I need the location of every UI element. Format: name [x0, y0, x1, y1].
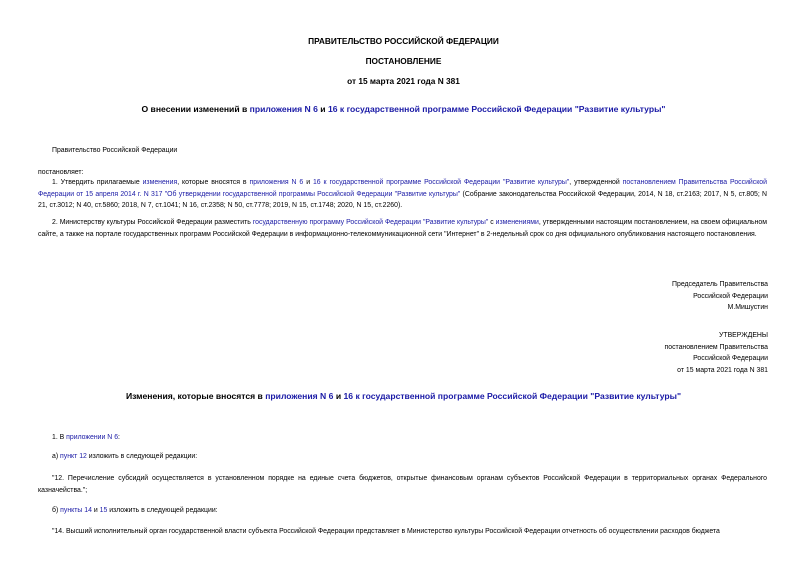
title-text-1: О внесении изменений в [141, 104, 250, 114]
change-item-b-and: и [91, 507, 100, 514]
change-item-a [52, 451, 197, 463]
paragraph-2 [38, 217, 767, 240]
document-type: ПОСТАНОВЛЕНИЕ [365, 56, 442, 66]
paragraph-1-text-a: 1. Утвердить прилагаемые [52, 179, 143, 186]
link-point-15[interactable]: 15 [99, 507, 108, 514]
changes-title-link-appendix-6[interactable]: приложения N 6 [265, 391, 334, 401]
signature-org: Российской Федерации [693, 292, 768, 300]
link-appendix-16[interactable]: 16 к государственной программе Российской Федерации "Развитие культуры" [312, 179, 570, 186]
decrees-line: постановляет: [38, 169, 84, 176]
link-point-14[interactable]: пункты 14 [60, 507, 92, 514]
paragraph-2-text-c: , утвержденными настоящим постановлением, на своем официальном сайте, а также на портале государственных программ Российской Федерации в информационно-телекоммуникационной сети "Интернет" в 2-недельный срок со дня официального опубликования настоящего постановления. [38, 219, 767, 238]
changes-title [0, 391, 807, 403]
changes-title-text-1: Изменения, которые вносятся в [125, 391, 266, 401]
government-header: ПРАВИТЕЛЬСТВО РОССИЙСКОЙ ФЕДЕРАЦИИ [308, 36, 499, 46]
approved-block [665, 330, 769, 376]
paragraph-1-text-c: и [303, 179, 313, 186]
link-changes-2[interactable]: изменениями [495, 219, 539, 226]
approved-by: постановлением Правительства [664, 343, 768, 351]
link-appendix-6-changes[interactable]: приложении N 6 [66, 434, 119, 441]
change-item-1-text-a: 1. В [52, 434, 67, 441]
link-resolution-317[interactable]: постановлением Правительства Российской Федерации от 15 апреля 2014 г. N 317 "Об утверждении государственной программы Российской Федерации "Развитие культуры" [38, 179, 767, 198]
signature-block [672, 279, 768, 314]
paragraph-1 [38, 177, 767, 212]
change-item-1-text-b: : [118, 434, 120, 441]
title-text-2: и [317, 104, 328, 114]
changes-title-text-2: и [333, 391, 344, 401]
change-item-b [52, 505, 218, 517]
title-link-appendix-16[interactable]: 16 к государственной программе Российской Федерации "Развитие культуры" [327, 104, 666, 114]
approved-label: УТВЕРЖДЕНЫ [719, 332, 768, 339]
government-line: Правительство Российской Федерации [52, 147, 178, 154]
document-title [0, 104, 807, 116]
change-item-a-text: изложить в следующей редакции: [86, 453, 198, 460]
paragraph-2-text-a: 2. Министерству культуры Российской Федерации разместить [52, 219, 253, 226]
change-item-1 [52, 432, 120, 444]
link-changes[interactable]: изменения [142, 179, 178, 186]
title-link-appendix-6[interactable]: приложения N 6 [249, 104, 318, 114]
quote-point-14: "14. Высший исполнительный орган государственной власти субъекта Российской Федерации представляет в Министерство культуры Российской Федерации отчетность об осуществлении расходов бюджета [52, 528, 720, 535]
change-item-a-prefix: а) [52, 453, 61, 460]
change-item-b-prefix: б) [52, 507, 61, 514]
approved-date: от 15 марта 2021 года N 381 [677, 366, 768, 374]
link-appendix-6[interactable]: приложения N 6 [249, 179, 304, 186]
paragraph-1-text-e: (Собрание законодательства Российской Федерации, 2014, N 18, ст.2163; 2017, N 5, ст.805; N 21, ст.3012; N 40, ст.5860; 2018, N 7, ст.1041; N 16, ст.2358; N 50, ст.7778; 2019, N 15, ст.1748; 2020, N 15, ст.2260). [38, 190, 768, 210]
changes-title-link-appendix-16[interactable]: 16 к государственной программе Российской Федерации "Развитие культуры" [343, 391, 682, 401]
quote-point-12: "12. Перечисление субсидий осуществляется в установленном порядке на единые счета бюджетов, открытые финансовым органам субъектов Российской Федерации в территориальных органах Федерального казначейства."; [38, 475, 767, 494]
paragraph-1-text-d: , утвержденной [569, 179, 623, 186]
link-point-12[interactable]: пункт 12 [60, 453, 87, 460]
paragraph-2-text-b: с [488, 219, 496, 226]
change-item-b-text: изложить в следующей редакции: [107, 507, 218, 514]
signature-title: Председатель Правительства [672, 281, 768, 288]
link-state-program[interactable]: государственную программу Российской Федерации "Развитие культуры" [252, 219, 489, 226]
signature-name: М.Мишустин [727, 304, 768, 312]
approved-org: Российской Федерации [693, 355, 768, 363]
paragraph-1-text-b: , которые вносятся в [177, 179, 250, 186]
document-date-number: от 15 марта 2021 года N 381 [347, 76, 460, 86]
